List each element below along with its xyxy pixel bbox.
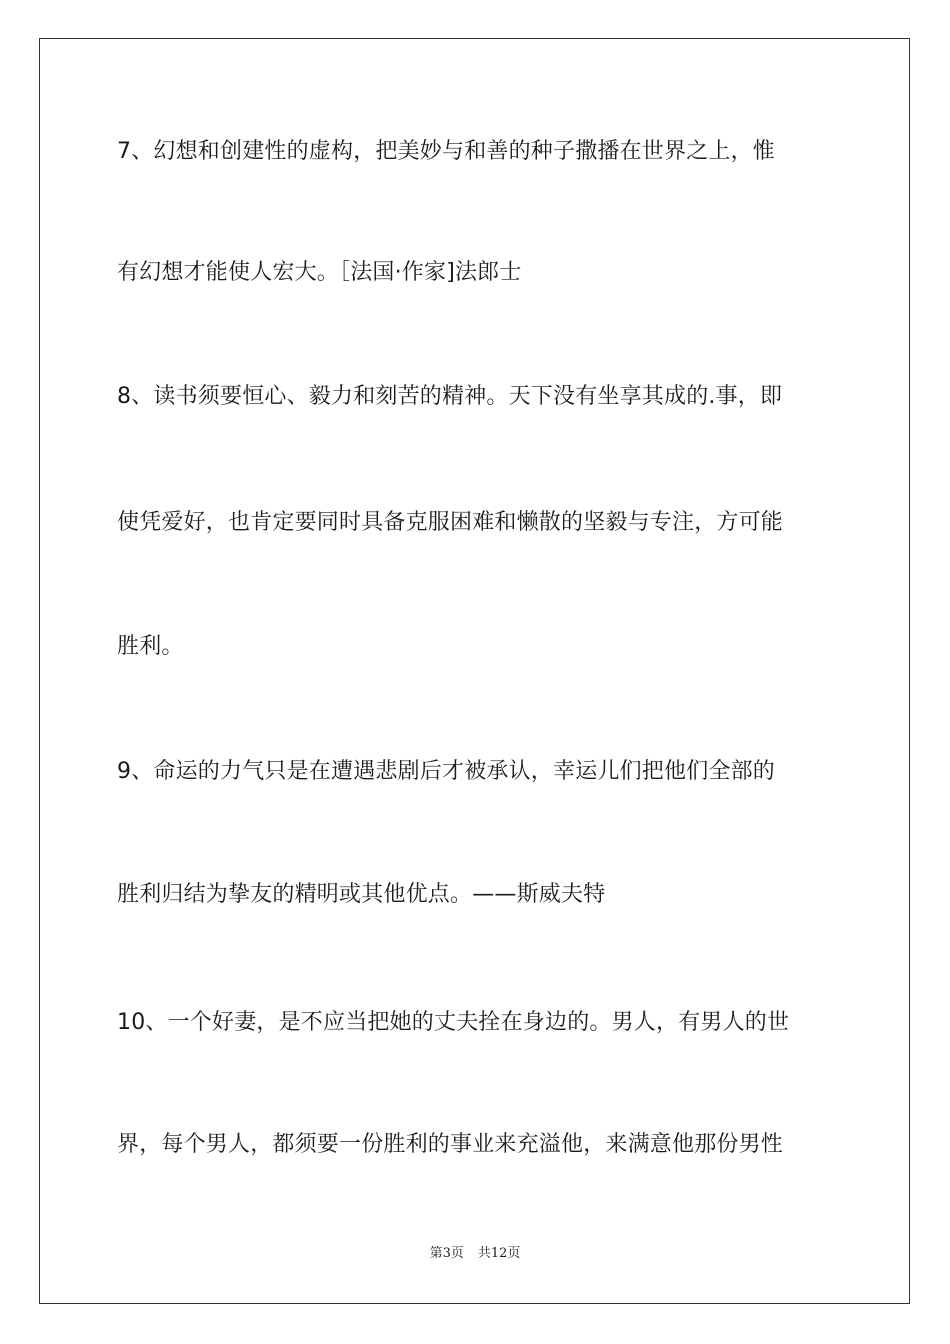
text-line-4: 使凭爱好，也肯定要同时具备克服困难和懒散的坚毅与专注，方可能 [117, 510, 784, 535]
page-frame [39, 38, 910, 1304]
page-total: 共12页 [477, 1246, 521, 1261]
text-line-8: 10、一个好妻，是不应当把她的丈夫拴在身边的。男人，有男人的世 [117, 1010, 790, 1035]
page-number: 第3页 [429, 1246, 464, 1261]
text-line-2: 有幻想才能使人宏大。［法国·作家]法郎士 [117, 260, 522, 285]
text-line-5: 胜利。 [117, 634, 184, 659]
text-line-1: 7、幻想和创建性的虚构，把美妙与和善的种子撒播在世界之上，惟 [117, 139, 775, 164]
text-line-9: 界，每个男人，都须要一份胜利的事业来充溢他，来满意他那份男性 [117, 1132, 784, 1157]
text-line-7: 胜利归结为挚友的精明或其他优点。——斯威夫特 [117, 882, 606, 907]
page-footer [0, 1245, 950, 1263]
text-line-3: 8、读书须要恒心、毅力和刻苦的精神。天下没有坐享其成的.事，即 [117, 384, 783, 409]
text-line-6: 9、命运的力气只是在遭遇悲剧后才被承认，幸运儿们把他们全部的 [117, 759, 775, 784]
